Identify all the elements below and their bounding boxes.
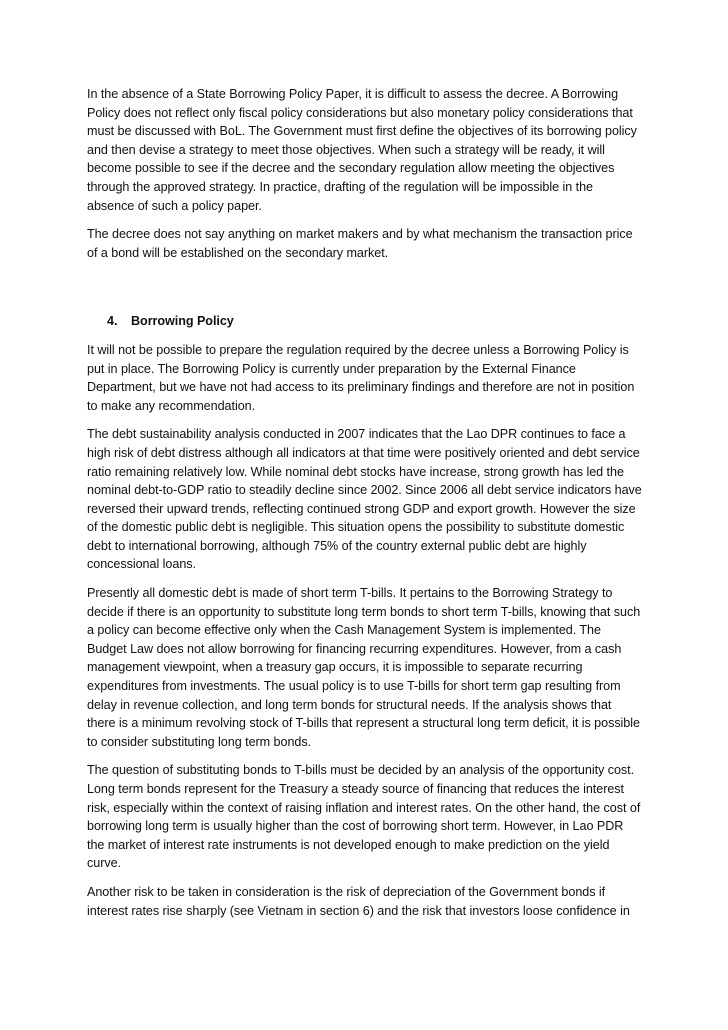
- paragraph-debt-sustainability: The debt sustainability analysis conducted in 2007 indicates that the Lao DPR continues to face a high risk of debt distress although all indicators at that time were positively oriented and debt service ratio remaining relatively low. While nominal debt stocks have increase, strong growth has led the nominal debt-to-GDP ratio to steadily decline since 2002. Since 2006 all debt service indicators have reversed their upward trends, reflecting continued strong GDP and export growth. However the size of the domestic public debt is negligible. This situation opens the possibility to substitute domestic debt to international borrowing, although 75% of the country external public debt are highly concessional loans.: [87, 427, 642, 572]
- paragraph-domestic-debt: Presently all domestic debt is made of short term T-bills. It pertains to the Borrowing Strategy to decide if there is an opportunity to substitute long term bonds to short term T-bills, knowing that such a policy can become effective only when the Cash Management System is implemented. The Budget Law does not allow borrowing for financing recurring expenditures. However, from a cash management viewpoint, when a treasury gap occurs, it is impossible to separate recurring expenditures from investments. The usual policy is to use T-bills for short term gap resulting from delay in revenue collection, and long term bonds for structural needs. If the analysis shows that there is a minimum revolving stock of T-bills that represent a structural long term deficit, it is possible to consider substituting long term bonds.: [87, 586, 641, 749]
- paragraph-borrowing-policy: It will not be possible to prepare the regulation required by the decree unless a Borrowing Policy is put in place. The Borrowing Policy is currently under preparation by the External Finance Department, but we have not had access to its preliminary findings and therefore are not in position to make any recommendation.: [87, 342, 635, 413]
- section-number: 4.: [107, 314, 118, 329]
- paragraph-market-makers: The decree does not say anything on market makers and by what mechanism the transaction price of a bond will be established on the secondary market.: [87, 227, 633, 260]
- section-heading: [87, 312, 643, 331]
- section-spacer: [87, 272, 643, 312]
- document-body: [87, 85, 643, 930]
- paragraph-opportunity-cost: The question of substituting bonds to T-bills must be decided by an analysis of the opportunity cost. Long term bonds represent for the Treasury a steady source of financing that reduces the interest risk, especially within the context of raising inflation and interest rates. On the other hand, the cost of borrowing long term is usually higher than the cost of borrowing short term. However, in Lao PDR the market of interest rate instruments is not developed enough to make prediction on the yield curve.: [87, 763, 641, 871]
- paragraph-depreciation-risk: Another risk to be taken in consideration is the risk of depreciation of the Government bonds if interest rates rise sharply (see Vietnam in section 6) and the risk that investors loose confidence in: [87, 884, 630, 918]
- section-title: Borrowing Policy: [131, 314, 234, 329]
- paragraph-assessment: In the absence of a State Borrowing Policy Paper, it is difficult to assess the decree. A Borrowing Policy does not reflect only fiscal policy considerations but also monetary policy considerations that must be discussed with BoL. The Government must first define the objectives of its borrowing policy and then devise a strategy to meet those objectives. When such a strategy will be ready, it will become possible to see if the decree and the secondary regulation allow meeting the objectives through the approved strategy. In practice, drafting of the regulation will be impossible in the absence of such a policy paper.: [87, 87, 637, 213]
